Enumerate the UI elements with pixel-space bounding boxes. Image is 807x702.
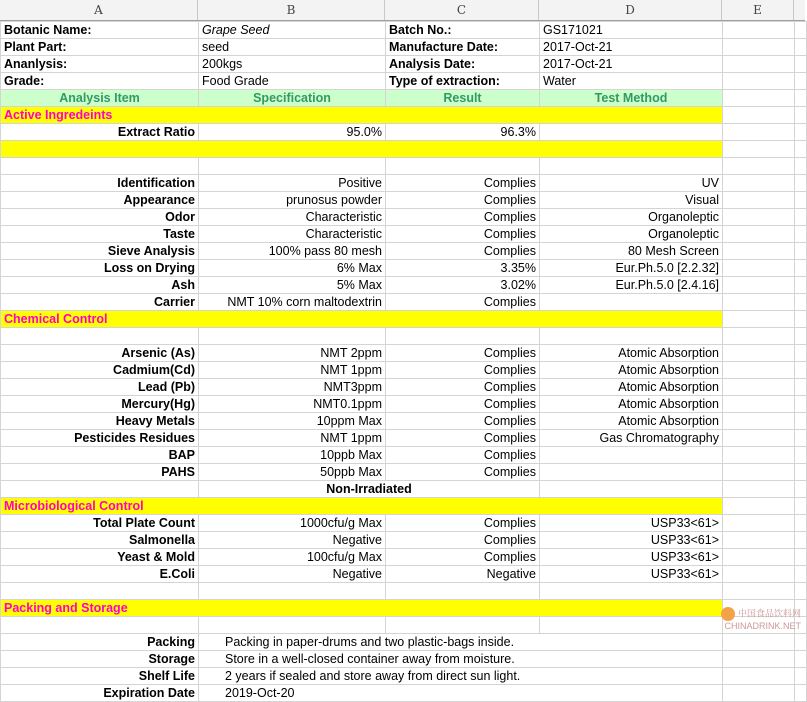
cell-empty[interactable]: [1, 158, 199, 175]
table-row: [1, 515, 807, 532]
cell-empty[interactable]: [723, 583, 795, 600]
cell-empty[interactable]: [795, 498, 807, 515]
cell-empty[interactable]: [540, 328, 723, 345]
table-row: [1, 192, 807, 209]
header-analysis-item[interactable]: Analysis Item: [1, 90, 199, 107]
cell-empty[interactable]: [795, 73, 807, 90]
cell-empty[interactable]: [199, 617, 386, 634]
table-row: [1, 345, 807, 362]
cell-spec[interactable]: Characteristic: [199, 226, 386, 243]
cell-empty[interactable]: [723, 209, 795, 226]
watermark-logo-icon: [721, 607, 735, 621]
cell-item[interactable]: PAHS: [1, 464, 199, 481]
cell-item[interactable]: Packing: [1, 634, 199, 651]
cell-spec[interactable]: 95.0%: [199, 124, 386, 141]
cell-result[interactable]: Complies: [386, 226, 540, 243]
spacer-row: [1, 617, 807, 634]
cell-empty[interactable]: [723, 634, 795, 651]
cell-empty[interactable]: [795, 515, 807, 532]
cell-value[interactable]: Water: [540, 73, 723, 90]
cell-method[interactable]: Atomic Absorption: [540, 362, 723, 379]
cell-value[interactable]: 200kgs: [199, 56, 386, 73]
cell-item[interactable]: Extract Ratio: [1, 124, 199, 141]
cell-result[interactable]: Complies: [386, 430, 540, 447]
cell-empty[interactable]: [723, 566, 795, 583]
section-title-packing[interactable]: Packing and Storage: [1, 600, 723, 617]
cell-spec[interactable]: 10ppm Max: [199, 413, 386, 430]
cell-empty[interactable]: [795, 481, 807, 498]
cell-empty[interactable]: [795, 175, 807, 192]
cell-item[interactable]: Storage: [1, 651, 199, 668]
section-row-packing: [1, 600, 807, 617]
cell-empty[interactable]: [723, 549, 795, 566]
cell-spec[interactable]: NMT 2ppm: [199, 345, 386, 362]
cell-empty[interactable]: [795, 226, 807, 243]
cell-item[interactable]: Shelf Life: [1, 668, 199, 685]
cell-result[interactable]: Complies: [386, 413, 540, 430]
cell-empty[interactable]: [386, 158, 540, 175]
table-row: [1, 685, 807, 702]
cell-empty[interactable]: [540, 158, 723, 175]
table-row: [1, 362, 807, 379]
table-row: [1, 379, 807, 396]
cell-spec[interactable]: NMT 1ppm: [199, 362, 386, 379]
cell-empty[interactable]: [795, 311, 807, 328]
cell-spec[interactable]: prunosus powder: [199, 192, 386, 209]
cell-result[interactable]: Negative: [386, 566, 540, 583]
cell-empty[interactable]: [723, 175, 795, 192]
cell-empty[interactable]: [723, 39, 795, 56]
cell-result[interactable]: Complies: [386, 515, 540, 532]
table-row: [1, 294, 807, 311]
cell-empty[interactable]: [723, 396, 795, 413]
cell-spec[interactable]: NMT0.1ppm: [199, 396, 386, 413]
section-title-micro[interactable]: Microbiological Control: [1, 498, 723, 515]
cell-method[interactable]: Eur.Ph.5.0 [2.4.16]: [540, 277, 723, 294]
cell-empty[interactable]: [795, 209, 807, 226]
cell-label[interactable]: Ananlysis:: [1, 56, 199, 73]
cell-empty[interactable]: [723, 481, 795, 498]
cell-empty[interactable]: [795, 464, 807, 481]
cell-empty[interactable]: [795, 243, 807, 260]
cell-empty[interactable]: [723, 498, 795, 515]
cell-empty[interactable]: [723, 90, 795, 107]
cell-empty[interactable]: [795, 549, 807, 566]
cell-item[interactable]: Sieve Analysis: [1, 243, 199, 260]
cell-empty[interactable]: [723, 22, 795, 39]
non-irradiated-label[interactable]: Non-Irradiated: [199, 481, 540, 498]
cell-result[interactable]: Complies: [386, 549, 540, 566]
cell-result[interactable]: Complies: [386, 294, 540, 311]
section-row-chemical: [1, 311, 807, 328]
cell-result[interactable]: Complies: [386, 464, 540, 481]
cell-empty[interactable]: [540, 617, 723, 634]
cell-item[interactable]: Yeast & Mold: [1, 549, 199, 566]
cell-empty[interactable]: [795, 124, 807, 141]
table-row: [1, 396, 807, 413]
cell-spec[interactable]: NMT3ppm: [199, 379, 386, 396]
cell-spec[interactable]: 6% Max: [199, 260, 386, 277]
cell-spec[interactable]: Positive: [199, 175, 386, 192]
cell-value[interactable]: 2017-Oct-21: [540, 39, 723, 56]
cell-method[interactable]: Visual: [540, 192, 723, 209]
cell-method[interactable]: USP33<61>: [540, 515, 723, 532]
cell-value[interactable]: GS171021: [540, 22, 723, 39]
cell-value[interactable]: Food Grade: [199, 73, 386, 90]
cell-empty[interactable]: [723, 651, 795, 668]
cell-empty[interactable]: [723, 277, 795, 294]
cell-empty[interactable]: [795, 294, 807, 311]
table-row: [1, 260, 807, 277]
cell-method[interactable]: [540, 464, 723, 481]
cell-text[interactable]: 2019-Oct-20: [199, 685, 723, 702]
cell-result[interactable]: Complies: [386, 175, 540, 192]
info-row: [1, 73, 807, 90]
table-row: [1, 549, 807, 566]
cell-text[interactable]: Packing in paper-drums and two plastic-bags inside.: [199, 634, 723, 651]
cell-empty[interactable]: [795, 447, 807, 464]
coa-table: [0, 21, 807, 702]
info-row: [1, 39, 807, 56]
cell-empty[interactable]: [723, 328, 795, 345]
cell-empty[interactable]: [723, 532, 795, 549]
cell-empty[interactable]: [723, 56, 795, 73]
cell-empty[interactable]: [723, 430, 795, 447]
cell-result[interactable]: Complies: [386, 532, 540, 549]
cell-label[interactable]: Botanic Name:: [1, 22, 199, 39]
cell-empty[interactable]: [795, 668, 807, 685]
cell-empty[interactable]: [1, 617, 199, 634]
cell-empty[interactable]: [723, 260, 795, 277]
cell-method[interactable]: UV: [540, 175, 723, 192]
cell-empty[interactable]: [723, 379, 795, 396]
cell-empty[interactable]: [795, 685, 807, 702]
column-header-bar: [0, 0, 805, 21]
cell-empty[interactable]: [795, 277, 807, 294]
cell-item[interactable]: Salmonella: [1, 532, 199, 549]
column-header-c[interactable]: C: [385, 0, 539, 20]
section-title-active[interactable]: Active Ingredeints: [1, 107, 723, 124]
cell-empty[interactable]: [540, 583, 723, 600]
cell-item[interactable]: Pesticides Residues: [1, 430, 199, 447]
cell-empty[interactable]: [540, 481, 723, 498]
cell-empty[interactable]: [386, 617, 540, 634]
cell-empty[interactable]: [795, 141, 807, 158]
cell-method[interactable]: Atomic Absorption: [540, 396, 723, 413]
cell-empty[interactable]: [795, 90, 807, 107]
column-header-a[interactable]: A: [0, 0, 198, 20]
cell-empty[interactable]: [386, 328, 540, 345]
spacer-row: [1, 158, 807, 175]
cell-empty[interactable]: [795, 362, 807, 379]
cell-empty[interactable]: [1, 481, 199, 498]
cell-method[interactable]: [540, 447, 723, 464]
cell-empty[interactable]: [723, 668, 795, 685]
cell-empty[interactable]: [723, 294, 795, 311]
cell-empty[interactable]: [1, 583, 199, 600]
cell-result[interactable]: Complies: [386, 396, 540, 413]
cell-empty[interactable]: [795, 192, 807, 209]
header-specification[interactable]: Specification: [199, 90, 386, 107]
cell-empty[interactable]: [199, 328, 386, 345]
cell-item[interactable]: Identification: [1, 175, 199, 192]
watermark-text-cn: 中国食品饮料网: [737, 608, 801, 619]
cell-empty[interactable]: [795, 583, 807, 600]
cell-result[interactable]: 96.3%: [386, 124, 540, 141]
cell-result[interactable]: Complies: [386, 209, 540, 226]
section-row-active: [1, 107, 807, 124]
cell-text[interactable]: Store in a well-closed container away from moisture.: [199, 651, 723, 668]
cell-empty[interactable]: [723, 413, 795, 430]
cell-label[interactable]: Grade:: [1, 73, 199, 90]
column-header-e[interactable]: E: [722, 0, 794, 20]
column-header-d[interactable]: D: [539, 0, 722, 20]
cell-item[interactable]: Expiration Date: [1, 685, 199, 702]
table-header-row: [1, 90, 807, 107]
cell-empty[interactable]: [723, 124, 795, 141]
spacer-row: [1, 328, 807, 345]
cell-empty[interactable]: [795, 22, 807, 39]
section-title-chemical[interactable]: Chemical Control: [1, 311, 723, 328]
cell-method[interactable]: Gas Chromatography: [540, 430, 723, 447]
cell-item[interactable]: E.Coli: [1, 566, 199, 583]
cell-empty[interactable]: [1, 328, 199, 345]
cell-item[interactable]: Total Plate Count: [1, 515, 199, 532]
cell-label[interactable]: Type of extraction:: [386, 73, 540, 90]
cell-empty[interactable]: [723, 107, 795, 124]
table-row: [1, 651, 807, 668]
cell-spec[interactable]: Characteristic: [199, 209, 386, 226]
cell-spec[interactable]: 50ppb Max: [199, 464, 386, 481]
cell-empty[interactable]: [723, 345, 795, 362]
cell-empty[interactable]: [795, 566, 807, 583]
cell-empty[interactable]: [723, 192, 795, 209]
spacer-row: [1, 583, 807, 600]
table-row: [1, 566, 807, 583]
cell-method[interactable]: [540, 294, 723, 311]
cell-spec[interactable]: 5% Max: [199, 277, 386, 294]
cell-method[interactable]: Atomic Absorption: [540, 379, 723, 396]
cell-empty[interactable]: [795, 396, 807, 413]
cell-empty[interactable]: [795, 107, 807, 124]
cell-value[interactable]: Grape Seed: [199, 22, 386, 39]
cell-spec[interactable]: NMT 10% corn maltodextrin: [199, 294, 386, 311]
cell-result[interactable]: 3.35%: [386, 260, 540, 277]
cell-spec[interactable]: 10ppb Max: [199, 447, 386, 464]
cell-item[interactable]: Lead (Pb): [1, 379, 199, 396]
cell-empty[interactable]: [723, 515, 795, 532]
cell-empty[interactable]: [795, 260, 807, 277]
cell-label[interactable]: Batch No.:: [386, 22, 540, 39]
info-row: [1, 22, 807, 39]
cell-label[interactable]: Plant Part:: [1, 39, 199, 56]
cell-empty[interactable]: [723, 141, 795, 158]
table-row: [1, 413, 807, 430]
cell-empty[interactable]: [795, 56, 807, 73]
cell-empty[interactable]: [795, 413, 807, 430]
cell-empty[interactable]: [723, 447, 795, 464]
section-row-micro: [1, 498, 807, 515]
cell-item[interactable]: Carrier: [1, 294, 199, 311]
cell-item[interactable]: Appearance: [1, 192, 199, 209]
cell-empty[interactable]: [723, 362, 795, 379]
cell-method[interactable]: 80 Mesh Screen: [540, 243, 723, 260]
cell-empty[interactable]: [723, 158, 795, 175]
cell-value[interactable]: seed: [199, 39, 386, 56]
cell-method[interactable]: USP33<61>: [540, 532, 723, 549]
cell-result[interactable]: Complies: [386, 243, 540, 260]
cell-result[interactable]: 3.02%: [386, 277, 540, 294]
cell-label[interactable]: Manufacture Date:: [386, 39, 540, 56]
cell-method[interactable]: Atomic Absorption: [540, 345, 723, 362]
cell-empty[interactable]: [795, 430, 807, 447]
table-row: [1, 447, 807, 464]
cell-method[interactable]: Organoleptic: [540, 209, 723, 226]
cell-item[interactable]: Cadmium(Cd): [1, 362, 199, 379]
cell-empty[interactable]: [723, 685, 795, 702]
cell-empty[interactable]: [723, 464, 795, 481]
info-row: [1, 56, 807, 73]
table-row: [1, 668, 807, 685]
header-result[interactable]: Result: [386, 90, 540, 107]
cell-empty[interactable]: [795, 328, 807, 345]
cell-empty[interactable]: [795, 345, 807, 362]
cell-item[interactable]: Arsenic (As): [1, 345, 199, 362]
cell-spec[interactable]: 1000cfu/g Max: [199, 515, 386, 532]
cell-empty[interactable]: [795, 532, 807, 549]
table-row: [1, 175, 807, 192]
table-row: [1, 226, 807, 243]
cell-result[interactable]: Complies: [386, 447, 540, 464]
cell-empty[interactable]: [795, 379, 807, 396]
cell-item[interactable]: Taste: [1, 226, 199, 243]
cell-empty[interactable]: [723, 73, 795, 90]
cell-spec[interactable]: NMT 1ppm: [199, 430, 386, 447]
cell-empty[interactable]: [199, 583, 386, 600]
cell-empty[interactable]: [795, 158, 807, 175]
table-row: [1, 464, 807, 481]
header-test-method[interactable]: Test Method: [540, 90, 723, 107]
section-row-blank: [1, 141, 807, 158]
table-row: [1, 277, 807, 294]
cell-item[interactable]: Odor: [1, 209, 199, 226]
highlight-blank-row[interactable]: [1, 141, 723, 158]
cell-spec[interactable]: Negative: [199, 566, 386, 583]
cell-item[interactable]: Ash: [1, 277, 199, 294]
table-row: [1, 634, 807, 651]
table-row: [1, 243, 807, 260]
cell-empty[interactable]: [795, 634, 807, 651]
cell-result[interactable]: Complies: [386, 192, 540, 209]
table-row: [1, 209, 807, 226]
cell-method[interactable]: Atomic Absorption: [540, 413, 723, 430]
cell-item[interactable]: Mercury(Hg): [1, 396, 199, 413]
cell-empty[interactable]: [723, 243, 795, 260]
cell-result[interactable]: Complies: [386, 345, 540, 362]
cell-method[interactable]: Eur.Ph.5.0 [2.2.32]: [540, 260, 723, 277]
cell-method[interactable]: Organoleptic: [540, 226, 723, 243]
cell-empty[interactable]: [723, 226, 795, 243]
cell-empty[interactable]: [795, 39, 807, 56]
cell-method[interactable]: USP33<61>: [540, 566, 723, 583]
cell-empty[interactable]: [199, 158, 386, 175]
cell-empty[interactable]: [723, 311, 795, 328]
cell-empty[interactable]: [540, 124, 723, 141]
table-row: [1, 532, 807, 549]
cell-item[interactable]: Loss on Drying: [1, 260, 199, 277]
cell-value[interactable]: 2017-Oct-21: [540, 56, 723, 73]
watermark: [721, 607, 801, 631]
table-row: [1, 430, 807, 447]
cell-text[interactable]: 2 years if sealed and store away from direct sun light.: [199, 668, 723, 685]
cell-item[interactable]: Heavy Metals: [1, 413, 199, 430]
cell-empty[interactable]: [386, 583, 540, 600]
cell-result[interactable]: Complies: [386, 362, 540, 379]
cell-item[interactable]: BAP: [1, 447, 199, 464]
non-irradiated-row: [1, 481, 807, 498]
watermark-text-en: CHINADRINK.NET: [724, 621, 801, 631]
cell-spec[interactable]: Negative: [199, 532, 386, 549]
cell-spec[interactable]: 100% pass 80 mesh: [199, 243, 386, 260]
cell-label[interactable]: Analysis Date:: [386, 56, 540, 73]
table-row: [1, 124, 807, 141]
cell-result[interactable]: Complies: [386, 379, 540, 396]
cell-method[interactable]: USP33<61>: [540, 549, 723, 566]
column-header-b[interactable]: B: [198, 0, 385, 20]
cell-empty[interactable]: [795, 651, 807, 668]
cell-spec[interactable]: 100cfu/g Max: [199, 549, 386, 566]
